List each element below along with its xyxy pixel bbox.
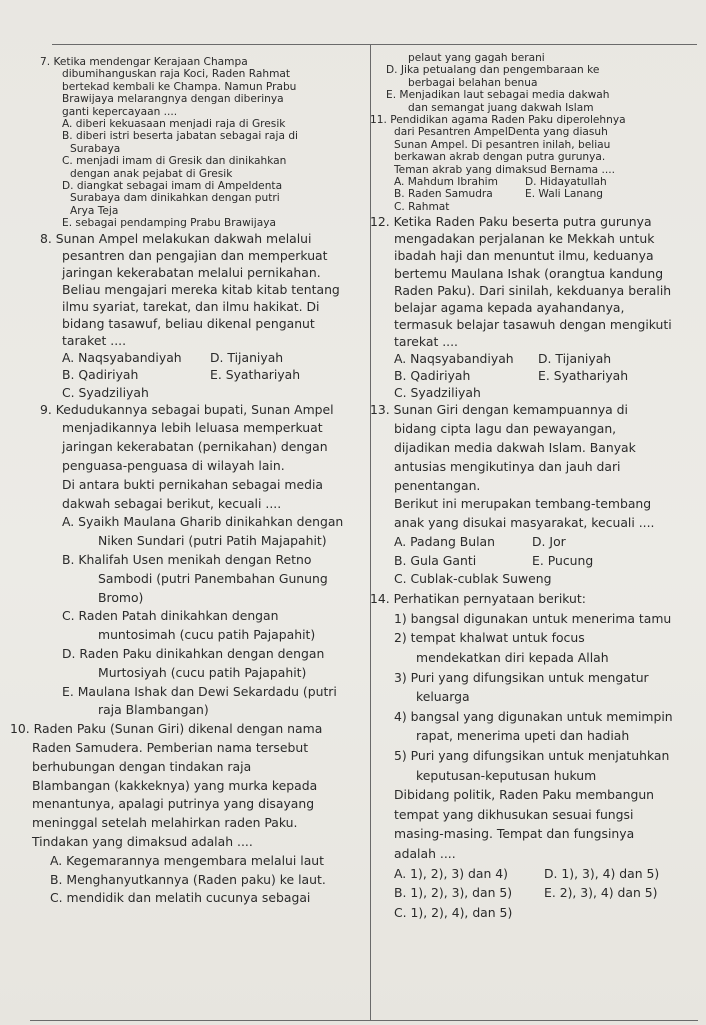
option-e: E. Maulana Ishak dan Dewi Sekardadu (putri <box>62 683 337 699</box>
options-row <box>40 366 366 383</box>
option-d: D. Tijaniyah <box>538 351 612 367</box>
question-line: dibumihanguskan raja Koci, Raden Rahmat <box>62 68 291 81</box>
option-d-cont: Murtosiyah (cucu patih Pajapahit) <box>98 664 307 680</box>
question-line: Tindakan yang dimaksud adalah .... <box>32 833 253 849</box>
option-b: B. diberi istri beserta jabatan sebagai raja di <box>62 130 298 143</box>
question-14 <box>370 589 698 922</box>
option-c-cont: dengan anak pejabat di Gresik <box>70 167 233 180</box>
option-d: D. diangkat sebagai imam di Ampeldenta <box>62 180 283 193</box>
question-line: 10. Raden Paku (Sunan Giri) dikenal dengan nama <box>10 721 323 737</box>
question-line: bertekad kembali ke Champa. Namun Prabu <box>62 80 297 93</box>
question-line: anak yang disukai masyarakat, kecuali .... <box>394 515 655 531</box>
options-row <box>370 883 698 903</box>
question-13 <box>370 401 698 589</box>
option-a: A. Mahdum Ibrahim <box>394 176 498 189</box>
option-c: C. Rahmat <box>394 200 450 213</box>
question-line: Di antara bukti pernikahan sebagai media <box>62 476 323 492</box>
options-row <box>370 533 698 552</box>
question-line: Teman akrab yang dimaksud Bernama .... <box>394 163 615 176</box>
statement-5: 5) Puri yang difungsikan untuk menjatuhkan <box>394 748 670 764</box>
options-row <box>370 367 698 384</box>
question-line: termasuk belajar tasawuh dengan mengikuti <box>394 316 672 332</box>
option-a: A. diberi kekuasaan menjadi raja di Gresik <box>62 118 286 131</box>
option-b: B. Menghanyutkannya (Raden paku) ke laut. <box>50 871 326 887</box>
question-line: Berikut ini merupakan tembang-tembang <box>394 496 652 512</box>
option-a: A. Kegemarannya mengembara melalui laut <box>50 852 325 868</box>
option-d-cont: berbagai belahan benua <box>408 76 538 89</box>
question-line: Raden Paku). Dari sinilah, kekduanya beralih <box>394 282 672 298</box>
question-12 <box>370 213 698 401</box>
question-line: 13. Sunan Giri dengan kemampuannya di <box>370 402 628 418</box>
option-e: E. 2), 3), 4) dan 5) <box>544 885 658 901</box>
option-e-cont: raja Blambangan) <box>98 702 209 718</box>
question-line: 9. Kedudukannya sebagai bupati, Sunan Ampel <box>40 401 334 417</box>
statement-3: 3) Puri yang difungsikan untuk mengatur <box>394 669 649 685</box>
right-column <box>370 52 698 922</box>
question-line: 11. Pendidikan agama Raden Paku diperolehnya <box>370 114 626 127</box>
question-line: dari Pesantren AmpelDenta yang diasuh <box>394 126 608 139</box>
question-line: taraket .... <box>62 333 127 349</box>
question-line: Brawijaya melarangnya dengan diberinya <box>62 93 284 106</box>
question-line: belajar agama kepada ayahandanya, <box>394 299 625 315</box>
statement-4-cont: rapat, menerima upeti dan hadiah <box>416 728 630 744</box>
options-row <box>370 350 698 367</box>
option-d: D. 1), 3), 4) dan 5) <box>544 865 660 881</box>
question-line: 8. Sunan Ampel melakukan dakwah melalui <box>40 230 312 246</box>
option-e: E. Menjadikan laut sebagai media dakwah <box>386 89 610 102</box>
option-e: E. Syathariyah <box>210 367 301 383</box>
question-line: dakwah sebagai berikut, kecuali .... <box>62 495 282 511</box>
question-10 <box>10 720 366 908</box>
option-d: D. Tijaniyah <box>210 350 284 366</box>
options-row <box>370 188 698 200</box>
option-b-cont: Surabaya <box>70 142 121 155</box>
option-a: A. 1), 2), 3) dan 4) <box>394 865 508 881</box>
bottom-rule <box>30 1020 698 1021</box>
question-line: menantunya, apalagi putrinya yang disayang <box>32 796 315 812</box>
left-column <box>10 56 366 908</box>
question-line: ibadah haji dan menuntut ilmu, keduanya <box>394 248 654 264</box>
option-a: A. Naqsyabandiyah <box>62 350 182 366</box>
options-row <box>370 552 698 571</box>
question-line: jaringan kekerabatan melalui pernikahan. <box>62 264 321 280</box>
question-line: Raden Samudera. Pemberian nama tersebut <box>32 739 309 755</box>
option-d-cont: Surabaya dam dinikahkan dengan putri <box>70 192 280 205</box>
option-c: C. Syadziliyah <box>394 385 481 401</box>
option-c: C. Syadziliyah <box>62 384 149 400</box>
question-line: meninggal setelah melahirkan raden Paku. <box>32 815 298 831</box>
question-line: menjadikannya lebih leluasa memperkuat <box>62 420 323 436</box>
question-line: Dibidang politik, Raden Paku membangun <box>394 787 655 803</box>
option-c: C. 1), 2), 4), dan 5) <box>394 904 513 920</box>
option-b: B. 1), 2), 3), dan 5) <box>394 885 513 901</box>
question-line: bidang cipta lagu dan pewayangan, <box>394 421 617 437</box>
question-line: berhubungan dengan tindakan raja <box>32 758 252 774</box>
option-d: D. Raden Paku dinikahkan dengan dengan <box>62 645 325 661</box>
option-a: A. Padang Bulan <box>394 533 496 549</box>
question-7 <box>40 56 366 230</box>
question-11 <box>370 114 698 213</box>
statement-1: 1) bangsal digunakan untuk menerima tamu <box>394 610 672 626</box>
option-e: E. Wali Lanang <box>525 188 604 201</box>
statement-2: 2) tempat khalwat untuk focus <box>394 630 585 646</box>
option-b: B. Raden Samudra <box>394 188 493 201</box>
question-line: berkawan akrab dengan putra gurunya. <box>394 151 606 164</box>
options-row <box>40 349 366 366</box>
option-b: B. Qadiriyah <box>62 367 139 383</box>
option-e: E. sebagai pendamping Prabu Brawijaya <box>62 217 276 230</box>
option-a: A. Syaikh Maulana Gharib dinikahkan dengan <box>62 514 344 530</box>
option-c: C. Cublak-cublak Suweng <box>394 571 552 587</box>
question-line: tempat yang dikhusukan sesuai fungsi <box>394 806 634 822</box>
option-b-cont: Sambodi (putri Panembahan Gunung <box>98 570 328 586</box>
question-line: Sunan Ampel. Di pesantren inilah, beliau <box>394 138 611 151</box>
top-rule <box>52 44 697 45</box>
question-line: penguasa-penguasa di wilayah lain. <box>62 458 285 474</box>
option-e: E. Syathariyah <box>538 368 629 384</box>
option-d: D. Jor <box>532 533 566 549</box>
question-line: antusias mengikutinya dan jauh dari <box>394 458 621 474</box>
option-b: B. Qadiriyah <box>394 368 471 384</box>
option-a: A. Naqsyabandiyah <box>394 351 514 367</box>
question-line: bertemu Maulana Ishak (orangtua kandung <box>394 265 664 281</box>
option-c: C. menjadi imam di Gresik dan dinikahkan <box>62 155 287 168</box>
option-c-cont: pelaut yang gagah berani <box>408 52 545 64</box>
question-7-continued <box>382 52 698 114</box>
question-line: 12. Ketika Raden Paku beserta putra gurunya <box>370 214 652 230</box>
option-a-cont: Niken Sundari (putri Patih Majapahit) <box>98 533 327 549</box>
question-line: Blambangan (kakkeknya) yang murka kepada <box>32 777 318 793</box>
option-b: B. Khalifah Usen menikah dengan Retno <box>62 552 312 567</box>
question-line: mengadakan perjalanan ke Mekkah untuk <box>394 231 655 247</box>
question-line: 14. Perhatikan pernyataan berikut: <box>370 591 586 607</box>
statement-4: 4) bangsal yang digunakan untuk memimpin <box>394 708 673 724</box>
question-line: jaringan kekerabatan (pernikahan) dengan <box>62 439 328 455</box>
option-c-cont: muntosimah (cucu patih Pajapahit) <box>98 627 316 643</box>
option-d: D. Jika petualang dan pengembaraan ke <box>386 64 600 77</box>
option-e-cont: dan semangat juang dakwah Islam <box>408 101 594 114</box>
question-line: pesantren dan pengajian dan memperkuat <box>62 247 328 263</box>
question-line: masing-masing. Tempat dan fungsinya <box>394 826 635 842</box>
options-row <box>370 864 698 884</box>
question-line: bidang tasawuf, beliau dikenal penganut <box>62 316 315 332</box>
statement-3-cont: keluarga <box>416 689 470 705</box>
option-c: C. mendidik dan melatih cucunya sebagai <box>50 890 311 906</box>
option-b: B. Gula Ganti <box>394 552 477 568</box>
statement-2-cont: mendekatkan diri kepada Allah <box>416 650 609 666</box>
statement-5-cont: keputusan-keputusan hukum <box>416 767 597 783</box>
question-line: tarekat .... <box>394 333 458 349</box>
question-line: ilmu syariat, tarekat, dan ilmu hakikat. Di <box>62 299 320 315</box>
question-line: ganti kepercayaan .... <box>62 105 178 118</box>
option-c: C. Raden Patah dinikahkan dengan <box>62 608 279 624</box>
question-line: Beliau mengajari mereka kitab kitab tentang <box>62 281 340 297</box>
question-line: adalah .... <box>394 846 456 861</box>
option-e: E. Pucung <box>532 552 594 568</box>
option-d: D. Hidayatullah <box>525 176 607 189</box>
options-row <box>370 176 698 188</box>
option-b-cont: Bromo) <box>98 589 144 605</box>
option-d-cont: Arya Teja <box>70 204 119 217</box>
question-8 <box>40 230 366 401</box>
question-line: dijadikan media dakwah Islam. Banyak <box>394 439 636 455</box>
question-9 <box>40 401 366 721</box>
question-line: penentangan. <box>394 477 481 493</box>
question-line: 7. Ketika mendengar Kerajaan Champa <box>40 56 248 68</box>
